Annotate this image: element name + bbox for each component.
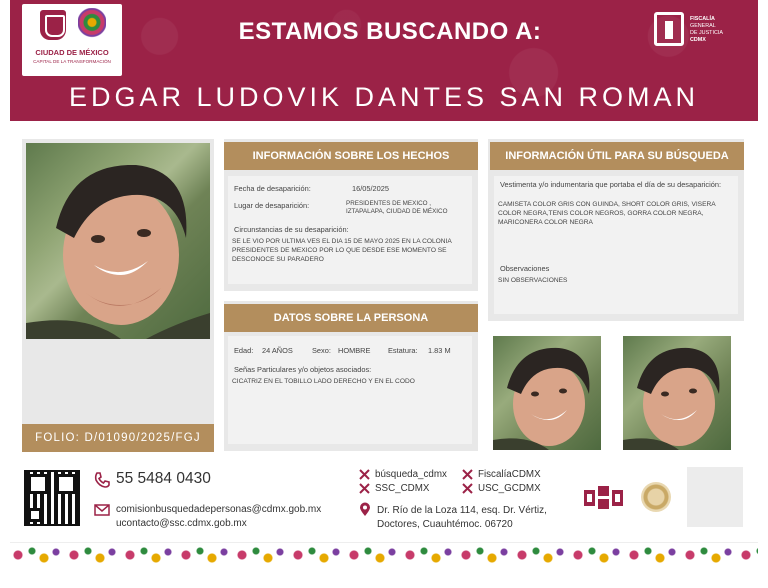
fecha-value: 16/05/2025 [352, 184, 389, 193]
page-title: ESTAMOS BUSCANDO A: [238, 18, 542, 45]
decorative-floral-strip [10, 542, 758, 566]
vestimenta-value: CAMISETA COLOR GRIS CON GUINDA, SHORT COLOR GRIS, VISERA COLOR NEGRA,TENIS COLOR NEGROS, GORRA COLOR NEGRA, MARICONERA COLOR NEGRA [498, 201, 716, 226]
edad-value: 24 AÑOS [262, 346, 293, 355]
social-handle[interactable]: USC_GCDMX [478, 483, 541, 494]
mail-icon [94, 504, 110, 516]
header-banner [10, 0, 758, 121]
lugar-value: PRESIDENTES DE MEXICO , IZTAPALAPA, CIUDAD DE MÉXICO [346, 200, 448, 215]
fgj-line: FISCALÍA [690, 16, 715, 22]
location-pin-icon [359, 502, 371, 517]
sexo-label: Sexo: [312, 346, 331, 355]
email-link[interactable]: comisionbusquedadepersonas@cdmx.gob.mx [116, 504, 322, 515]
cdmx-logo [22, 4, 122, 76]
x-icon [462, 483, 473, 494]
phone-icon [94, 472, 110, 488]
email-link[interactable]: ucontacto@ssc.cdmx.gob.mx [116, 518, 247, 529]
fgj-small-logo [582, 484, 626, 512]
social-handle[interactable]: SSC_CDMX [375, 483, 430, 494]
person-photo-thumbnail [623, 336, 731, 450]
photo-panel [22, 139, 214, 451]
flower-icon [78, 8, 106, 40]
fecha-label: Fecha de desaparición: [234, 184, 311, 193]
senas-label: Señas Particulares y/o objetos asociados: [234, 365, 372, 374]
observaciones-label: Observaciones [500, 264, 550, 273]
util-title: INFORMACIÓN ÚTIL PARA SU BÚSQUEDA [490, 142, 744, 170]
hechos-title: INFORMACIÓN SOBRE LOS HECHOS [224, 142, 478, 170]
fgj-line: CDMX [690, 37, 706, 43]
circunstancias-value: SE LE VIO POR ULTIMA VES EL DIA 15 DE MAYO 2025 EN LA COLONIA PRESIDENTES DE MEXICO POR LO QUE DESDE ESE MOMENTO SE DESCONOCE SU PARADERO [232, 238, 452, 263]
lugar-label: Lugar de desaparición: [234, 201, 310, 210]
util-content [494, 176, 738, 314]
fgj-line: GENERAL [690, 23, 716, 29]
qr-code[interactable] [24, 470, 80, 526]
address-line: Doctores, Cuauhtémoc. 06720 [377, 519, 513, 530]
fgj-text [690, 16, 754, 44]
circunstancias-label: Circunstancias de su desaparición: [234, 225, 349, 234]
edad-label: Edad: [234, 346, 254, 355]
person-photo [26, 143, 210, 339]
blank-placeholder [687, 467, 743, 527]
estatura-label: Estatura: [388, 346, 418, 355]
estatura-value: 1.83 M [428, 346, 451, 355]
fgj-logo [646, 4, 754, 64]
fgj-line: DE JUSTICIA [690, 30, 723, 36]
senas-value: CICATRIZ EN EL TOBILLO LADO DERECHO Y EN EL CODO [232, 378, 415, 385]
social-handle[interactable]: búsqueda_cdmx [375, 469, 447, 480]
x-icon [359, 483, 370, 494]
person-photo-thumbnail [493, 336, 601, 450]
x-icon [462, 469, 473, 480]
phone-number[interactable]: 55 5484 0430 [116, 470, 211, 487]
address-line: Dr. Río de la Loza 114, esq. Dr. Vértiz, [377, 505, 547, 516]
x-icon [359, 469, 370, 480]
org-tagline: CAPITAL DE LA TRANSFORMACIÓN [33, 59, 111, 64]
hechos-content [228, 176, 472, 284]
seal-icon [641, 482, 671, 512]
persona-content [228, 336, 472, 444]
folio-number: FOLIO: D/01090/2025/FGJ [22, 424, 214, 452]
org-name: CIUDAD DE MÉXICO [35, 48, 109, 57]
persona-title: DATOS SOBRE LA PERSONA [224, 304, 478, 332]
social-handle[interactable]: FiscalíaCDMX [478, 469, 541, 480]
vestimenta-label: Vestimenta y/o indumentaria que portaba el día de su desaparición: [500, 180, 722, 189]
shield-icon [40, 10, 66, 40]
person-name: EDGAR LUDOVIK DANTES SAN ROMAN [68, 82, 700, 112]
observaciones-value: SIN OBSERVACIONES [498, 277, 568, 284]
sexo-value: HOMBRE [338, 346, 371, 355]
fgj-mark-icon [654, 12, 684, 46]
